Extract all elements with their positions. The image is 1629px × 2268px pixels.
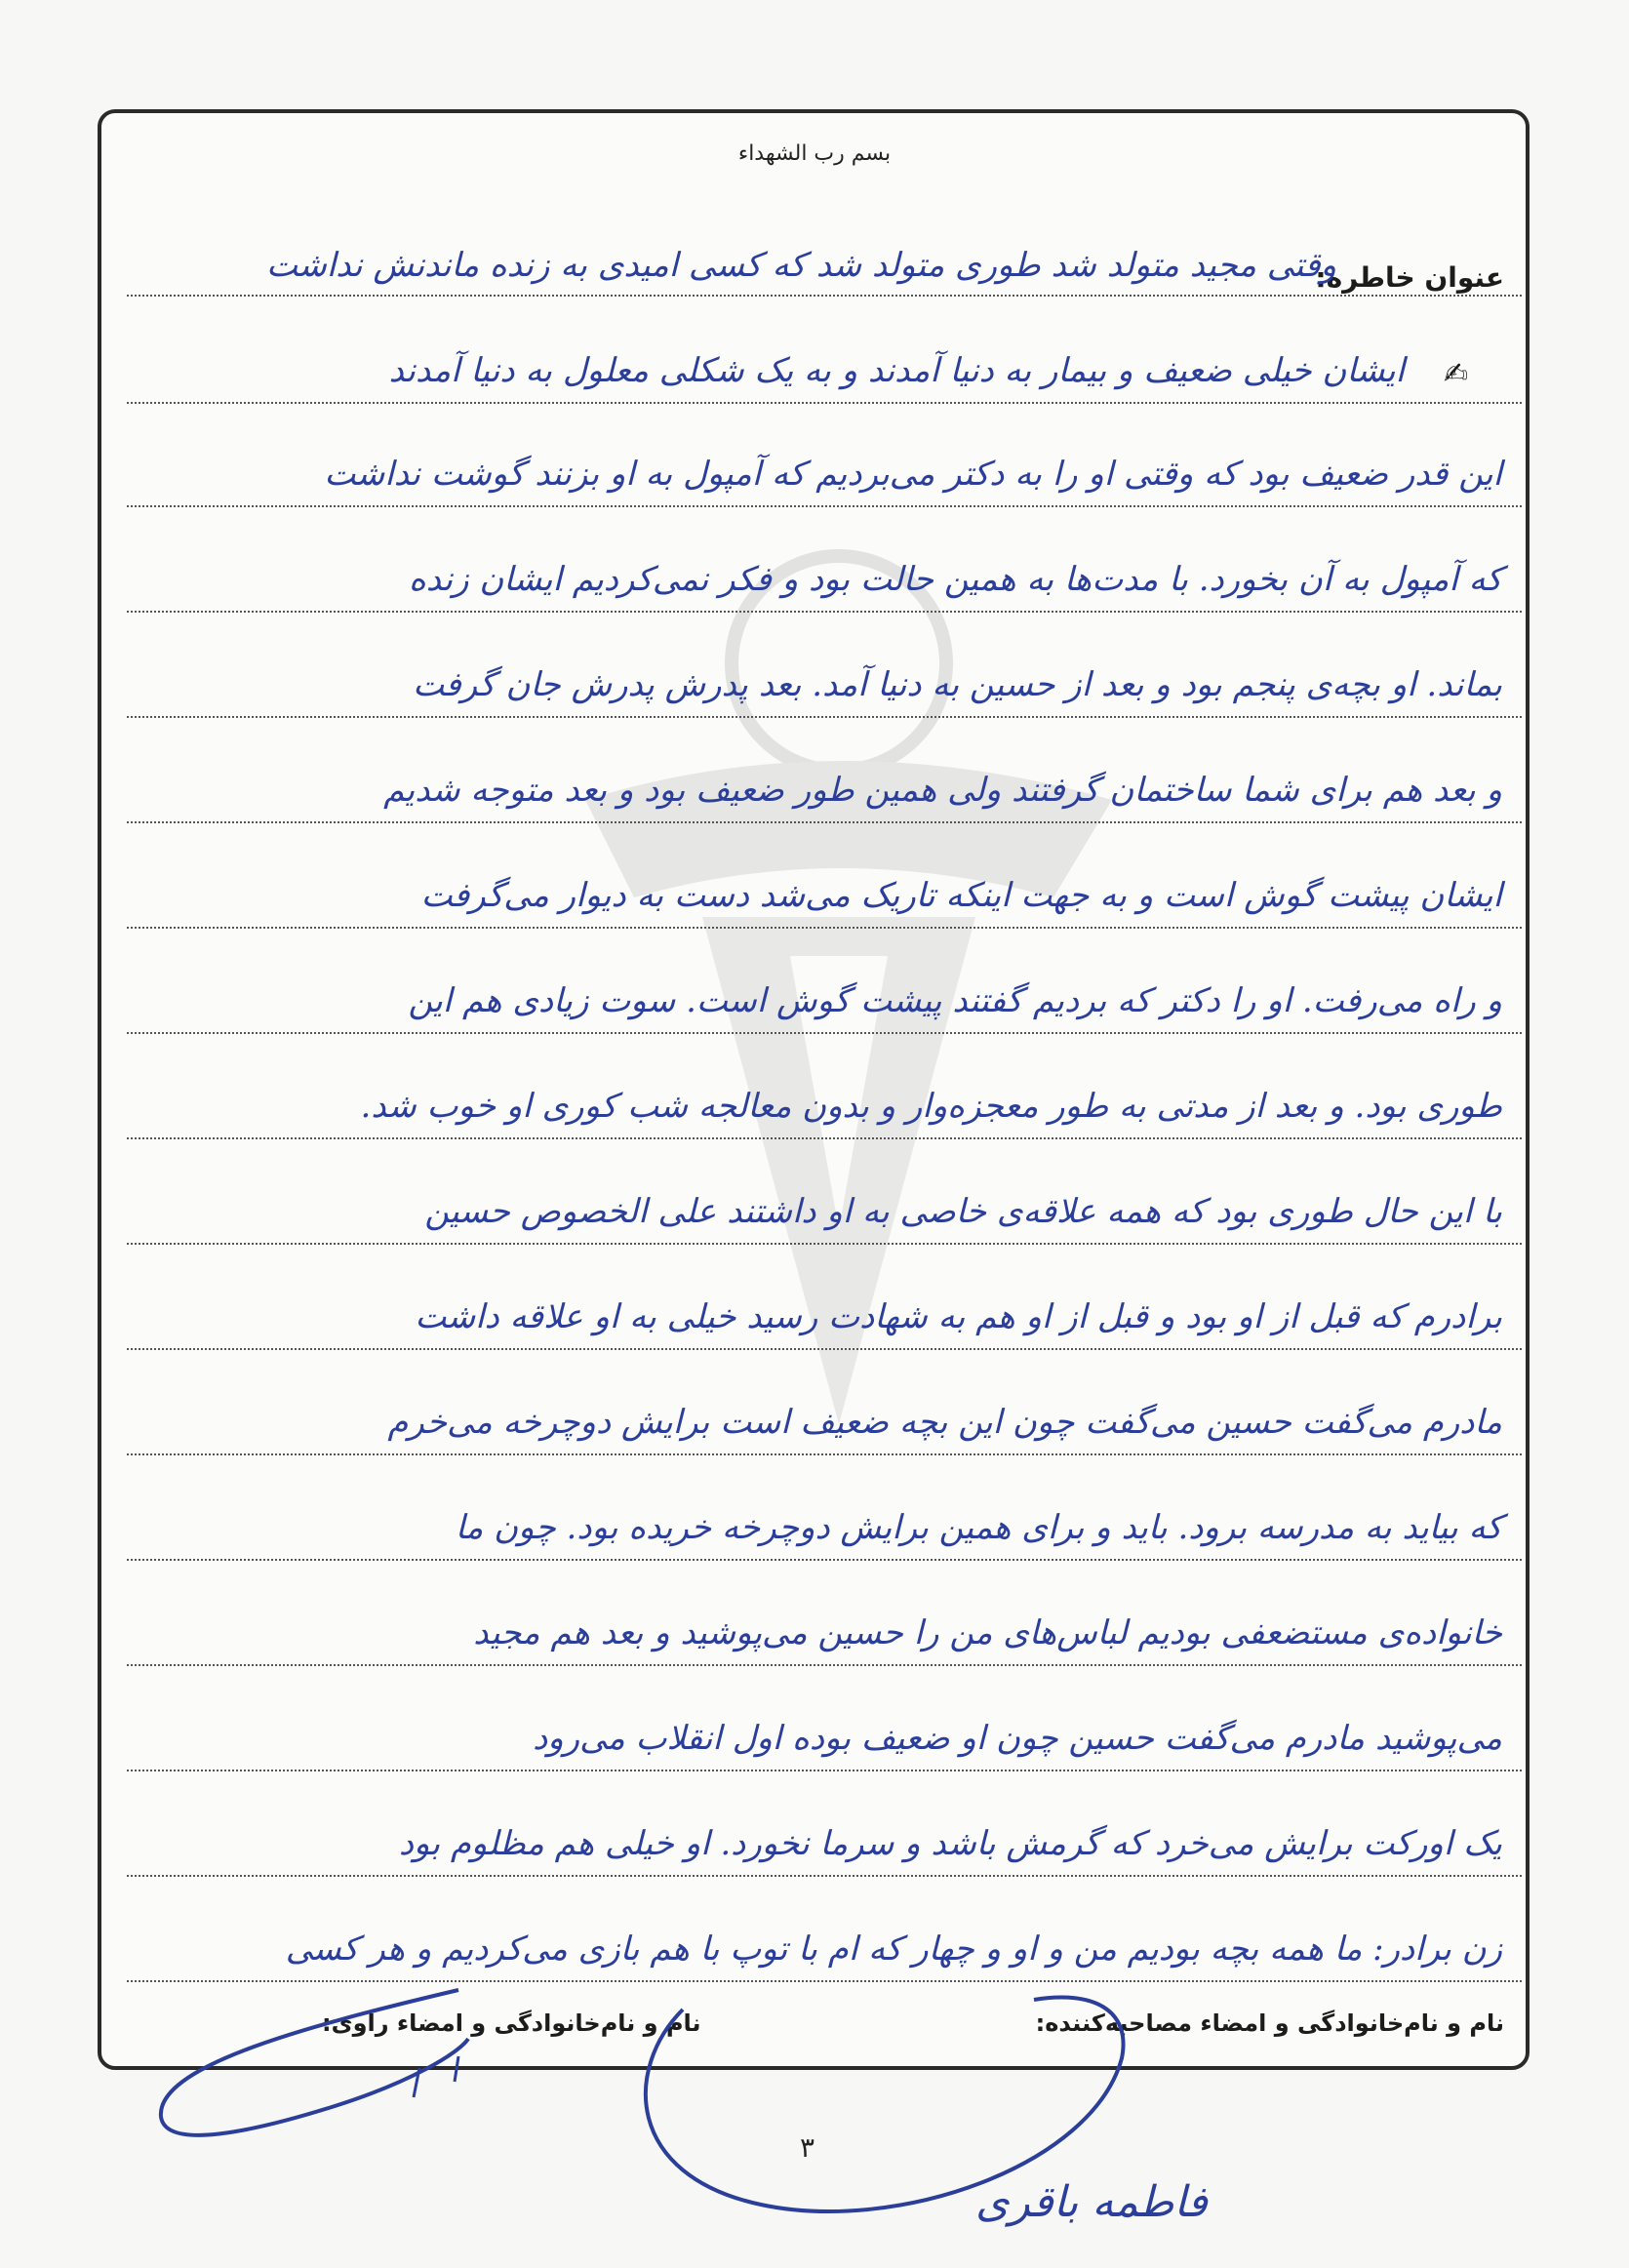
rule-line bbox=[127, 1032, 1522, 1034]
rule-line bbox=[127, 1559, 1522, 1561]
rule-line bbox=[127, 1875, 1522, 1877]
pen-icon: ✍ bbox=[1444, 357, 1469, 391]
rule-line bbox=[127, 821, 1522, 823]
handwritten-line: که بیاید به مدرسه برود. باید و برای همین برایش دوچرخه خریده بود. چون ما bbox=[455, 1508, 1502, 1547]
rule-line bbox=[127, 1770, 1522, 1771]
rule-line bbox=[127, 927, 1522, 929]
handwritten-line: مادرم می‌گفت حسین می‌گفت چون این بچه ضعیف است برایش دوچرخه می‌خرم bbox=[387, 1403, 1502, 1442]
handwritten-line: و راه می‌رفت. او را دکتر که بردیم گفتند پیشت گوش است. سوت زیادی هم این bbox=[408, 981, 1502, 1020]
handwritten-line: بماند. او بچه‌ی پنجم بود و بعد از حسین به دنیا آمد. بعد پدرش پدرش جان گرفت bbox=[413, 665, 1502, 704]
rule-line bbox=[127, 505, 1522, 507]
handwritten-line: برادرم که قبل از او بود و قبل از او هم به شهادت رسید خیلی به او علاقه داشت bbox=[415, 1297, 1502, 1336]
handwritten-line: وقتی مجید متولد شد طوری متولد شد که کسی امیدی به زنده ماندنش نداشت bbox=[265, 246, 1336, 285]
handwritten-line: می‌پوشید مادرم می‌گفت حسین چون او ضعیف بوده اول انقلاب می‌رود bbox=[533, 1719, 1502, 1758]
rule-line bbox=[127, 1664, 1522, 1666]
page-number: ۳ bbox=[800, 2131, 815, 2164]
handwritten-line: طوری بود. و بعد از مدتی به طور معجزه‌وار و بدون معالجه شب کوری او خوب شد. bbox=[360, 1087, 1502, 1126]
rule-line bbox=[127, 1453, 1522, 1455]
handwritten-line: خانواده‌ی مستضعفی بودیم لباس‌های من را حسین می‌پوشید و بعد هم مجید bbox=[473, 1613, 1502, 1652]
rule-line bbox=[127, 295, 1522, 297]
rule-line bbox=[127, 402, 1522, 404]
handwritten-line: و بعد هم برای شما ساختمان گرفتند ولی همین طور ضعیف بود و بعد متوجه شدیم bbox=[383, 771, 1502, 810]
handwritten-line: یک اورکت برایش می‌خرد که گرمش باشد و سرما نخورد. او خیلی هم مظلوم بود bbox=[398, 1824, 1502, 1863]
header-basmala: بسم رب الشهداء bbox=[737, 141, 892, 166]
memory-title-label: عنوان خاطره: bbox=[1315, 261, 1504, 294]
handwritten-line: ایشان خیلی ضعیف و بیمار به دنیا آمدند و به یک شکلی معلول به دنیا آمدند bbox=[388, 351, 1405, 390]
rule-line bbox=[127, 611, 1522, 613]
handwritten-line: ایشان پیشت گوش است و به جهت اینکه تاریک می‌شد دست به دیوار می‌گرفت bbox=[420, 876, 1502, 915]
interviewer-signature-label: نام و نام‌خانوادگی و امضاء مصاحبه‌کننده: bbox=[1035, 2009, 1504, 2037]
rule-line bbox=[127, 1137, 1522, 1139]
rule-line bbox=[127, 716, 1522, 718]
narrator-signature-label: نام و نام‌خانوادگی و امضاء راوی: bbox=[322, 2009, 701, 2037]
handwritten-line: که آمپول به آن بخورد. با مدت‌ها به همین حالت بود و فکر نمی‌کردیم ایشان زنده bbox=[408, 560, 1502, 599]
rule-line bbox=[127, 1348, 1522, 1350]
handwritten-line: زن برادر: ما همه بچه بودیم من و او و چهار که ام با توپ با هم بازی می‌کردیم و هر کسی bbox=[285, 1930, 1502, 1969]
handwritten-line: با این حال طوری بود که همه علاقه‌ی خاصی به او داشتند علی الخصوص حسین bbox=[424, 1192, 1502, 1231]
handwritten-line: این قدر ضعیف بود که وقتی او را به دکتر می‌بردیم که آمپول به او بزنند گوشت نداشت bbox=[324, 455, 1502, 494]
rule-line bbox=[127, 1243, 1522, 1245]
signature-name: فاطمه باقری bbox=[975, 2177, 1208, 2227]
rule-line bbox=[127, 1980, 1522, 1982]
